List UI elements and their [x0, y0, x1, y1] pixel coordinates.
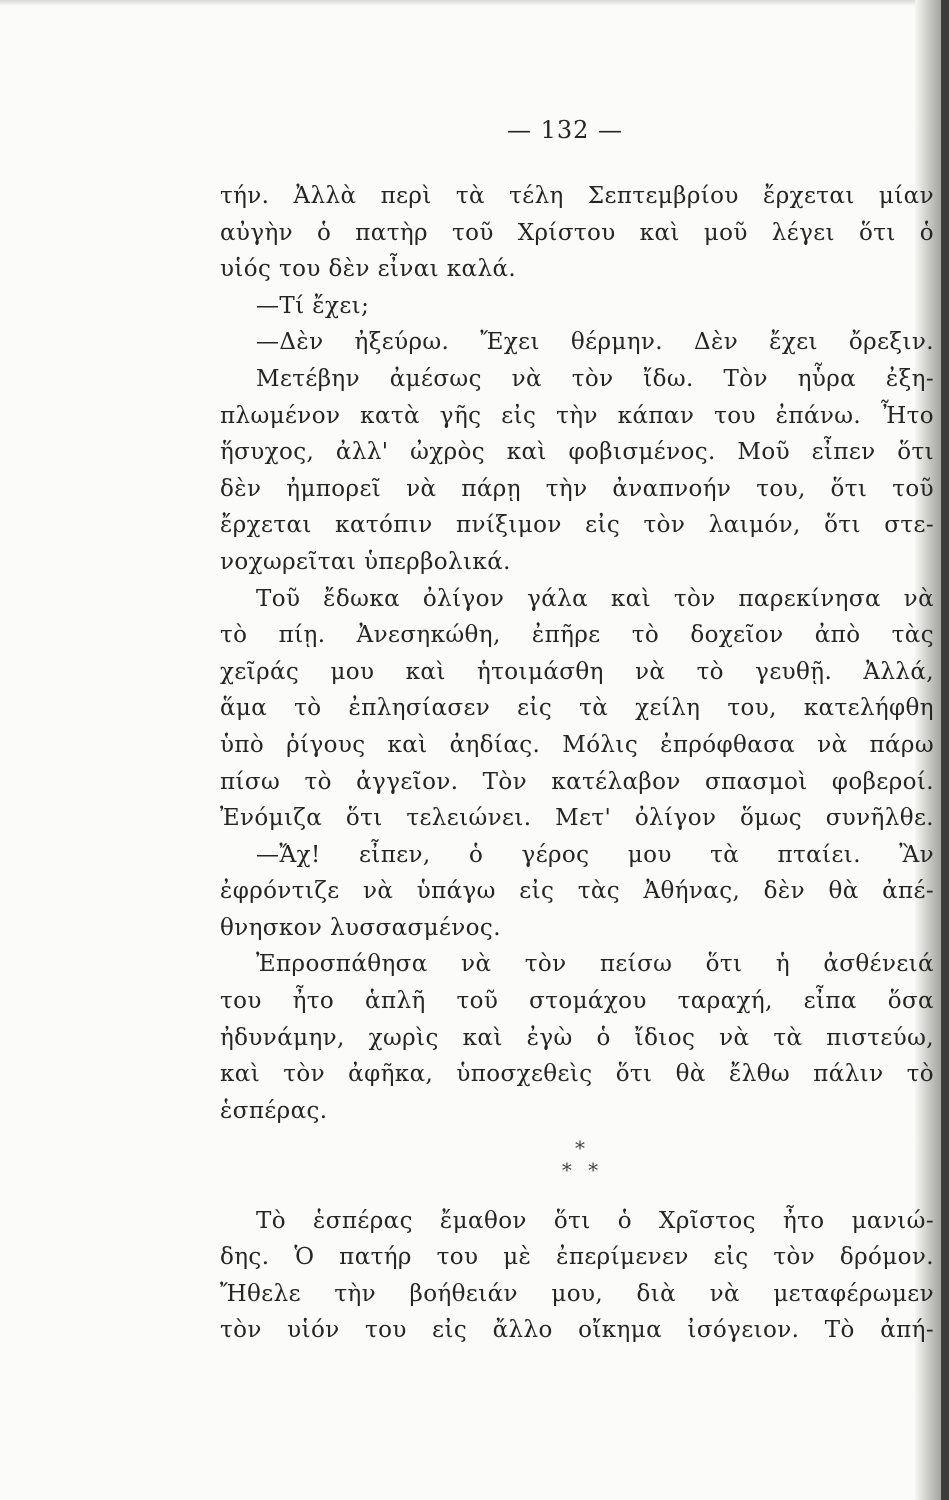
text-line: ἥσυχος, ἀλλ' ὠχρὸς καὶ φοβισμένος. Μοῦ εἶπεν ὅτι — [220, 439, 934, 466]
text-line: θνησκον λυσσασμένος. — [220, 914, 501, 941]
text-line: υἱός του δὲν εἶναι καλά. — [220, 256, 517, 283]
text-line: χεῖράς μου καὶ ἡτοιμάσθη νὰ τὸ γευθῇ. Ἀλλά, — [220, 658, 934, 685]
page-binding-edge — [941, 0, 949, 1500]
text-line: τὸν υἱόν του εἰς ἄλλο οἴκημα ἰσόγειον. Τὸ ἀπή- — [220, 1317, 934, 1344]
section-break-star: * — [575, 1136, 585, 1160]
text-line: τὸ πίῃ. Ἀνεσηκώθη, ἐπῆρε τὸ δοχεῖον ἀπὸ τὰς — [220, 622, 934, 649]
text-line: τήν. Ἀλλὰ περὶ τὰ τέλη Σεπτεμβρίου ἔρχεται μίαν — [220, 183, 934, 209]
text-line: Τὸ ἑσπέρας ἔμαθον ὅτι ὁ Χρῖστος ἦτο μανιώ- — [256, 1207, 934, 1234]
text-line: πίσω τὸ ἀγγεῖον. Τὸν κατέλαβον σπασμοὶ φοβεροί. — [220, 768, 934, 795]
text-line: ἠδυνάμην, χωρὶς καὶ ἐγὼ ὁ ἴδιος νὰ τὰ πιστεύω, — [220, 1024, 934, 1051]
text-line: Ἐνόμιζα ὅτι τελειώνει. Μετ' ὀλίγον ὅμως συνῆλθε. — [220, 805, 934, 832]
text-line: καὶ τὸν ἀφῆκα, ὑποσχεθεὶς ὅτι θὰ ἔλθω πάλιν τὸ — [220, 1061, 934, 1088]
text-line: Τοῦ ἔδωκα ὀλίγον γάλα καὶ τὸν παρεκίνησα νὰ — [256, 585, 934, 612]
text-line: Ἤθελε τὴν βοήθειάν μου, διὰ νὰ μεταφέρωμεν — [220, 1280, 934, 1307]
text-line: ἔρχεται κατόπιν πνίξιμον εἰς τὸν λαιμόν, ὅτι στε- — [220, 512, 934, 539]
text-line: πλωμένον κατὰ γῆς εἰς τὴν κάπαν του ἐπάνω. Ἦτο — [220, 402, 934, 429]
text-line: αὐγὴν ὁ πατὴρ τοῦ Χρίστου καὶ μοῦ λέγει ὅτι ὁ — [220, 219, 934, 246]
text-line: ἐφρόντιζε νὰ ὑπάγω εἰς τὰς Ἀθήνας, δὲν θὰ ἀπέ- — [220, 878, 934, 905]
page-number: — 132 — — [506, 116, 624, 144]
section-break-stars: * * — [561, 1158, 599, 1182]
text-line: ἅμα τὸ ἐπλησίασεν εἰς τὰ χείλη του, κατελήφθη — [220, 695, 934, 722]
text-line: ὑπὸ ῥίγους καὶ ἀηδίας. Μόλις ἐπρόφθασα νὰ πάρω — [220, 731, 934, 758]
text-line: —Δὲν ἠξεύρω. Ἔχει θέρμην. Δὲν ἔχει ὄρεξιν. — [256, 329, 934, 356]
text-line: —Ἄχ! εἶπεν, ὁ γέρος μου τὰ πταίει. Ἂν — [256, 841, 934, 868]
text-line: νοχωρεῖται ὑπερβολικά. — [220, 548, 511, 575]
text-line: του ἦτο ἁπλῆ τοῦ στομάχου ταραχή, εἶπα ὅσα — [220, 988, 934, 1015]
text-line: —Τί ἔχει; — [256, 292, 370, 319]
text-line: δὲν ἠμπορεῖ νὰ πάρῃ τὴν ἀναπνοήν του, ὅτι τοῦ — [220, 475, 934, 502]
page-top-edge — [0, 0, 949, 6]
text-line: ἑσπέρας. — [220, 1097, 328, 1124]
text-line: δης. Ὁ πατήρ του μὲ ἐπερίμενεν εἰς τὸν δρόμον. — [220, 1244, 934, 1271]
text-line: Μετέβην ἀμέσως νὰ τὸν ἴδω. Τὸν ηὗρα ἐξη- — [256, 365, 934, 392]
text-line: Ἐπροσπάθησα νὰ τὸν πείσω ὅτι ἡ ἀσθένειά — [256, 951, 934, 978]
